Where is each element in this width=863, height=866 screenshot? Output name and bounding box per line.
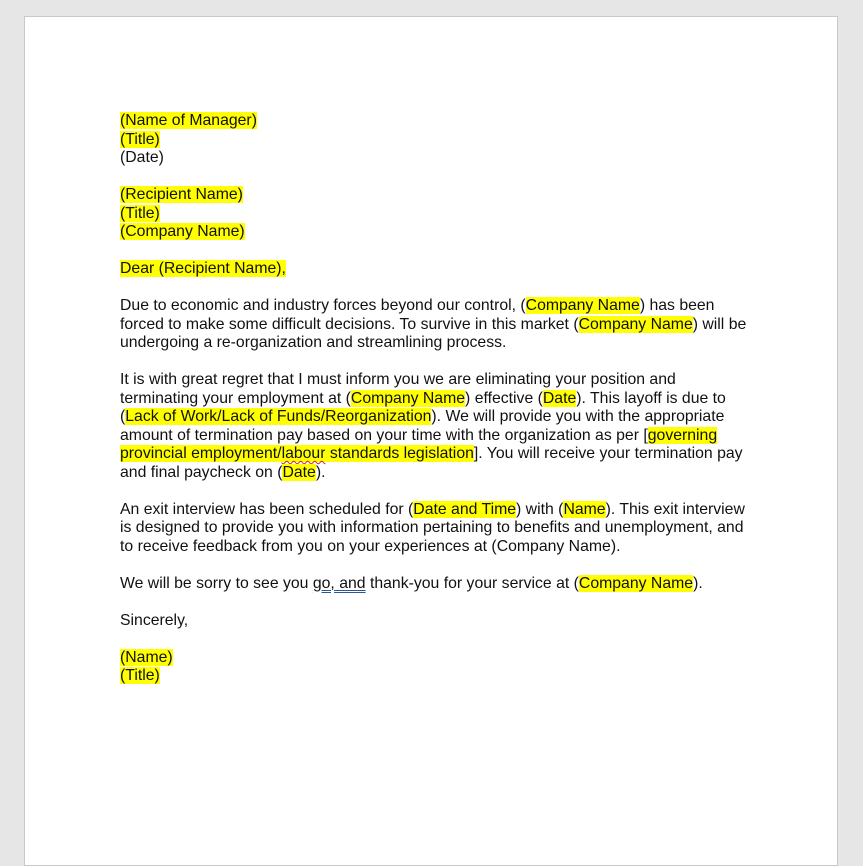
- p2-highlight-legislation-c: standards legislation: [325, 445, 474, 462]
- recipient-company: (Company Name): [120, 223, 245, 240]
- sender-manager: (Name of Manager): [120, 112, 257, 129]
- salutation-text: Dear (Recipient Name),: [120, 260, 286, 277]
- recipient-name: (Recipient Name): [120, 186, 243, 203]
- p2-text-2: ) effective (: [465, 389, 543, 407]
- p2-text-5: ]. You will receive your termination pay and final paycheck on (: [120, 445, 743, 481]
- p2-highlight-reason: Lack of Work/Lack of Funds/Reorganization: [125, 408, 432, 425]
- p2-text-4: ). We will provide you with the appropriate amount of termination pay based on your time with the organization as per [: [120, 408, 725, 444]
- recipient-block: [120, 186, 750, 242]
- p2-highlight-date-1: Date: [542, 389, 577, 407]
- closing-text: Sincerely,: [120, 611, 189, 629]
- p4-text-3: ).: [693, 574, 703, 592]
- paragraph-1: [120, 297, 750, 353]
- signature-block: [120, 649, 750, 686]
- recipient-title: (Title): [120, 204, 160, 222]
- paragraph-3: [120, 501, 750, 557]
- paragraph-2: [120, 371, 750, 482]
- letter-body[interactable]: [120, 112, 750, 704]
- p4-text-1: We will be sorry to see you: [120, 574, 313, 592]
- p4-text-2: thank-you for your service at (: [365, 574, 579, 592]
- signature-name: (Name): [120, 648, 173, 666]
- p4-grammar-flag[interactable]: go, and: [312, 574, 366, 592]
- p2-highlight-legislation-a: governing provincial employment/: [120, 426, 718, 462]
- p1-text-3: ) will be undergoing a re-organization and streamlining process.: [120, 315, 747, 351]
- p1-highlight-company-1: Company Name: [525, 297, 640, 314]
- paragraph-4: [120, 575, 750, 594]
- closing: [120, 612, 750, 631]
- p3-highlight-name: Name: [563, 500, 606, 518]
- sender-block: [120, 112, 750, 168]
- p2-highlight-company: Company Name: [350, 389, 466, 407]
- document-page[interactable]: [24, 16, 838, 866]
- p2-highlight-date-2: Date: [282, 463, 316, 481]
- p2-text-1: It is with great regret that I must inform you we are eliminating your position and terminating your employment at (: [120, 371, 676, 407]
- p2-text-3: ). This layoff is due to (: [120, 389, 726, 425]
- salutation: [120, 260, 750, 279]
- p3-text-2: ) with (: [516, 500, 564, 518]
- p3-highlight-date-time: Date and Time: [413, 500, 517, 518]
- p1-text-2: ) has been forced to make some difficult decisions. To survive in this market (: [120, 297, 715, 333]
- p3-text-1: An exit interview has been scheduled for (: [120, 500, 414, 518]
- p2-text-6: ).: [315, 463, 326, 481]
- p1-highlight-company-2: Company Name: [578, 315, 693, 333]
- p4-highlight-company: Company Name: [578, 574, 694, 592]
- sender-title: (Title): [120, 130, 160, 148]
- p3-text-3: ). This exit interview is designed to provide you with information pertaining to benefits and unemployment, and to receive feedback from you on your experiences at (Company Name).: [120, 500, 745, 555]
- p2-spelling-flag-labour[interactable]: labour: [281, 445, 326, 462]
- signature-title: (Title): [120, 667, 160, 684]
- p1-text-1: Due to economic and industry forces beyond our control, (: [120, 297, 526, 314]
- sender-date: (Date): [120, 149, 164, 166]
